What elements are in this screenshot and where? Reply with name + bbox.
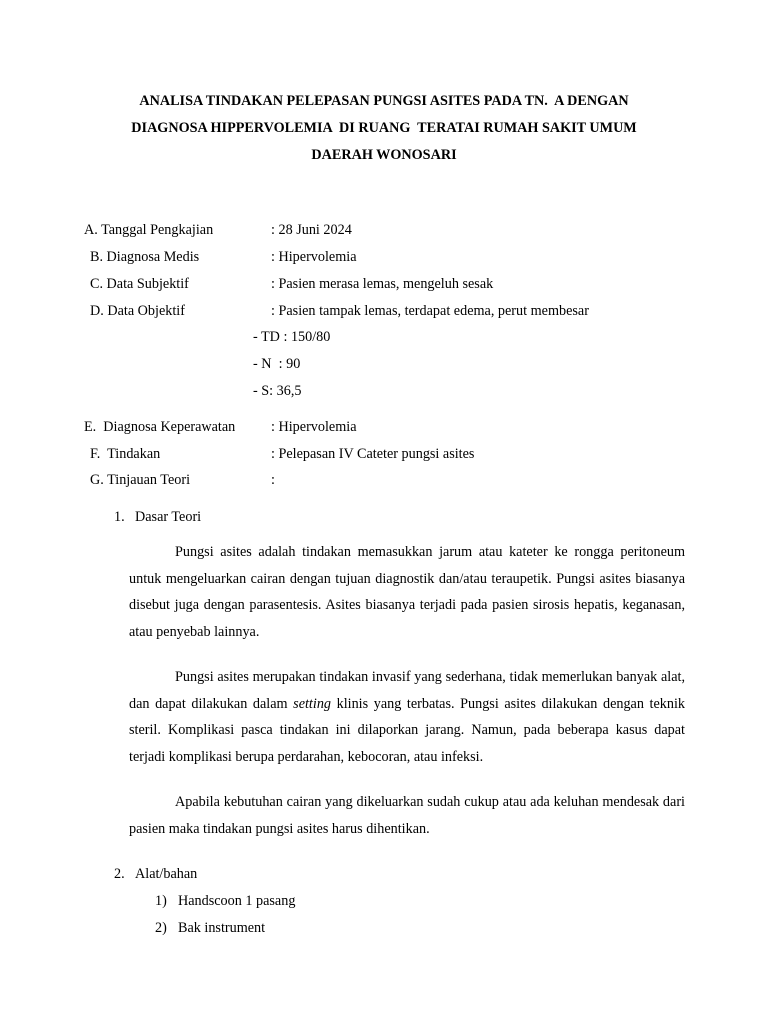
field-label-diagnosa-medis: B. Diagnosa Medis: [90, 249, 200, 265]
paragraph-2-italic: setting: [293, 695, 332, 712]
paragraph-3-text: Apabila kebutuhan cairan yang dikeluarkan sudah cukup atau ada keluhan mendesak dari pasien maka tindakan pungsi asites harus dihentikan.: [129, 794, 685, 837]
paragraph-2-text-a: Pungsi asites merupakan tindakan invasif yang sederhana, tidak memerlukan banyak alat, dan dapat dilakukan dalam: [129, 669, 685, 712]
vital-n: - N : 90: [253, 356, 301, 372]
field-label-tinjauan-teori: G. Tinjauan Teori: [90, 472, 191, 488]
field-value-data-subjektif: : Pasien merasa lemas, mengeluh sesak: [271, 276, 494, 292]
vital-td: - TD : 150/80: [253, 329, 331, 345]
paragraph-1: [129, 539, 685, 645]
equipment-number-2: 2): [155, 920, 167, 936]
field-value-diagnosa-medis: : Hipervolemia: [271, 249, 357, 265]
field-label-diagnosa-keperawatan: E. Diagnosa Keperawatan: [84, 419, 236, 435]
title-line-2: DIAGNOSA HIPPERVOLEMIA DI RUANG TERATAI RUMAH SAKIT UMUM: [131, 120, 637, 136]
document-title: [60, 88, 708, 169]
field-value-tindakan: : Pelepasan IV Cateter pungsi asites: [271, 446, 475, 462]
field-value-diagnosa-keperawatan: : Hipervolemia: [271, 419, 357, 435]
section-title-alat-bahan: Alat/bahan: [135, 866, 198, 882]
section-title-dasar-teori: Dasar Teori: [135, 509, 202, 525]
field-label-data-subjektif: C. Data Subjektif: [90, 276, 189, 292]
vital-s: - S: 36,5: [253, 383, 302, 399]
field-label-tanggal: A. Tanggal Pengkajian: [84, 222, 214, 238]
field-value-tinjauan-teori: :: [271, 472, 275, 488]
section-number-1: 1.: [114, 509, 125, 525]
field-label-data-objektif: D. Data Objektif: [90, 303, 185, 319]
field-value-data-objektif: : Pasien tampak lemas, terdapat edema, perut membesar: [271, 303, 589, 319]
section-number-2: 2.: [114, 866, 125, 882]
equipment-item-1: Handscoon 1 pasang: [178, 893, 296, 909]
equipment-item-2: Bak instrument: [178, 920, 266, 936]
equipment-number-1: 1): [155, 893, 167, 909]
title-line-3: DAERAH WONOSARI: [311, 147, 457, 163]
field-label-tindakan: F. Tindakan: [90, 446, 161, 462]
paragraph-1-text: Pungsi asites adalah tindakan memasukkan jarum atau kateter ke rongga peritoneum untuk mengeluarkan cairan dengan tujuan diagnostik dan/atau teraupetik. Pungsi asites biasanya disebut juga dengan parasentesis. Asites biasanya terjadi pada pasien sirosis hepatis, keganasan, atau penyebab lainnya.: [129, 544, 685, 640]
paragraph-2-text-b: klinis yang terbatas. Pungsi asites dilakukan dengan teknik steril. Komplikasi pasca tindakan ini dilaporkan jarang. Namun, pada beberapa kasus dapat terjadi komplikasi berupa perdarahan, kebocoran, atau infeksi.: [129, 695, 685, 765]
title-line-1: ANALISA TINDAKAN PELEPASAN PUNGSI ASITES PADA TN. A DENGAN: [139, 93, 629, 109]
field-value-tanggal: : 28 Juni 2024: [271, 222, 352, 238]
paragraph-2: [129, 664, 685, 770]
paragraph-3: [129, 789, 685, 842]
